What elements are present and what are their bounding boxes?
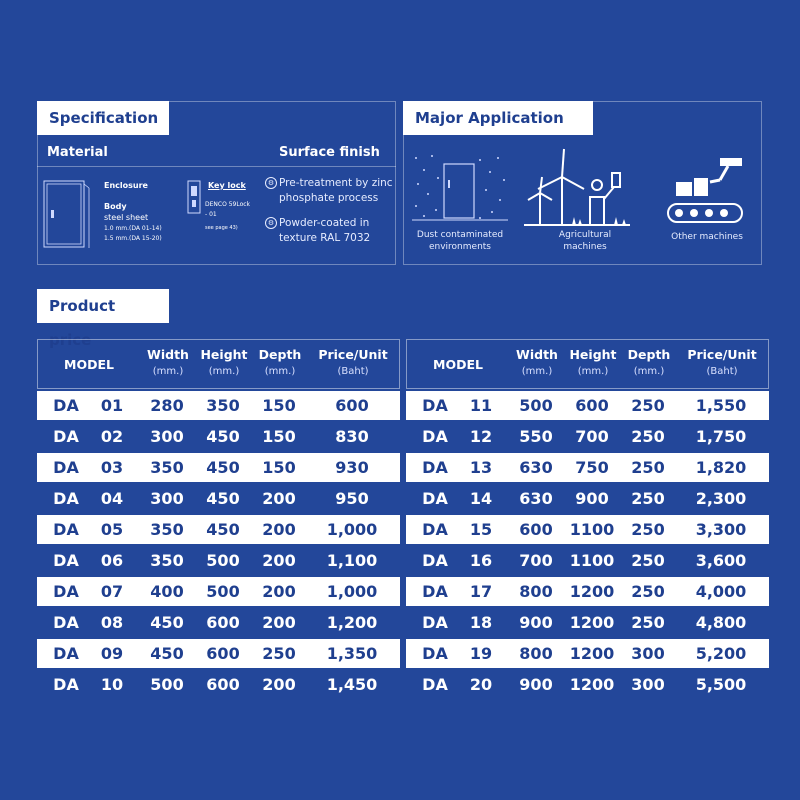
table-row bbox=[406, 453, 769, 482]
key-lock-icon bbox=[187, 180, 201, 214]
finish-line-2: phosphate process bbox=[279, 192, 379, 204]
cell-width: 700 bbox=[519, 551, 553, 570]
cell-depth: 200 bbox=[262, 582, 296, 601]
caption-line-1: Dust contaminated bbox=[416, 230, 504, 240]
header-model: MODEL bbox=[64, 357, 114, 372]
finish-line-1: Pre-treatment by zinc bbox=[279, 177, 393, 189]
table-row bbox=[37, 670, 400, 699]
cell-series: DA bbox=[53, 613, 79, 632]
cell-price: 4,000 bbox=[695, 582, 747, 601]
header-depth: Depth bbox=[258, 347, 302, 362]
table-body bbox=[406, 391, 769, 699]
cell-height: 500 bbox=[206, 582, 240, 601]
cell-depth: 250 bbox=[631, 489, 665, 508]
cell-price: 1,100 bbox=[326, 551, 378, 570]
header-price-unit: (Baht) bbox=[706, 366, 738, 377]
cell-height: 600 bbox=[206, 613, 240, 632]
cell-height: 600 bbox=[206, 675, 240, 694]
cell-height: 1200 bbox=[569, 675, 615, 694]
cell-depth: 300 bbox=[631, 675, 665, 694]
key-lock-note: see page 43) bbox=[205, 225, 238, 231]
cell-height: 600 bbox=[206, 644, 240, 663]
table-row bbox=[37, 422, 400, 451]
cell-price: 1,000 bbox=[326, 520, 378, 539]
cell-depth: 250 bbox=[631, 551, 665, 570]
cell-height: 450 bbox=[206, 489, 240, 508]
cell-series: DA bbox=[422, 427, 448, 446]
header-depth: Depth bbox=[627, 347, 671, 362]
wind-turbine-farmer-icon bbox=[524, 145, 634, 230]
body-line-1: steel sheet bbox=[104, 213, 149, 222]
table-row bbox=[406, 608, 769, 637]
cell-series: DA bbox=[53, 396, 79, 415]
cell-price: 3,300 bbox=[695, 520, 747, 539]
cell-width: 800 bbox=[519, 582, 553, 601]
cell-depth: 250 bbox=[631, 582, 665, 601]
cell-num: 15 bbox=[469, 520, 493, 539]
cell-price: 1,000 bbox=[326, 582, 378, 601]
header-depth-unit: (mm.) bbox=[264, 366, 296, 377]
table-body bbox=[37, 391, 400, 699]
application-caption-agricultural bbox=[530, 229, 640, 253]
caption-line-1: Agricultural bbox=[558, 230, 612, 240]
cell-num: 12 bbox=[469, 427, 493, 446]
material-heading: Material bbox=[47, 145, 108, 160]
cell-height: 600 bbox=[575, 396, 609, 415]
cell-height: 1100 bbox=[569, 551, 615, 570]
cell-price: 1,550 bbox=[695, 396, 747, 415]
cell-price: 3,600 bbox=[695, 551, 747, 570]
header-width: Width bbox=[147, 347, 189, 362]
cell-width: 400 bbox=[150, 582, 184, 601]
cell-num: 14 bbox=[469, 489, 493, 508]
gear-icon: ⚙ bbox=[265, 177, 277, 189]
cell-price: 1,350 bbox=[326, 644, 378, 663]
caption-line-2: environments bbox=[428, 242, 491, 252]
cell-num: 13 bbox=[469, 458, 493, 477]
caption-line-1: Other machines bbox=[671, 232, 743, 242]
cell-depth: 250 bbox=[631, 613, 665, 632]
table-row bbox=[406, 391, 769, 420]
cell-width: 350 bbox=[150, 520, 184, 539]
gear-icon: ⚙ bbox=[265, 217, 277, 229]
table-row bbox=[406, 639, 769, 668]
cell-price: 5,200 bbox=[695, 644, 747, 663]
cell-depth: 200 bbox=[262, 675, 296, 694]
enclosure-icon bbox=[43, 180, 91, 250]
cell-depth: 250 bbox=[631, 396, 665, 415]
table-row bbox=[406, 422, 769, 451]
cell-series: DA bbox=[53, 675, 79, 694]
surface-finish-heading: Surface finish bbox=[279, 145, 380, 160]
header-width-unit: (mm.) bbox=[152, 366, 184, 377]
cell-num: 06 bbox=[100, 551, 124, 570]
table-row bbox=[37, 453, 400, 482]
cell-height: 500 bbox=[206, 551, 240, 570]
cell-price: 950 bbox=[335, 489, 369, 508]
product-price-title: Product price bbox=[37, 289, 169, 323]
cell-price: 1,200 bbox=[326, 613, 378, 632]
cell-height: 1200 bbox=[569, 613, 615, 632]
cell-width: 350 bbox=[150, 458, 184, 477]
specification-title: Specification bbox=[37, 101, 169, 135]
cell-width: 300 bbox=[150, 489, 184, 508]
table-row bbox=[37, 515, 400, 544]
header-height-unit: (mm.) bbox=[208, 366, 240, 377]
cell-width: 500 bbox=[150, 675, 184, 694]
cell-price: 1,820 bbox=[695, 458, 747, 477]
body-line-3: 1.5 mm.(DA 15-20) bbox=[104, 235, 162, 242]
cell-num: 11 bbox=[469, 396, 493, 415]
cell-num: 03 bbox=[100, 458, 124, 477]
cell-width: 630 bbox=[519, 458, 553, 477]
cell-price: 1,750 bbox=[695, 427, 747, 446]
cell-depth: 250 bbox=[631, 458, 665, 477]
cell-num: 07 bbox=[100, 582, 124, 601]
cell-series: DA bbox=[53, 582, 79, 601]
cell-depth: 150 bbox=[262, 427, 296, 446]
header-price: Price/Unit bbox=[318, 347, 388, 362]
robot-conveyor-icon bbox=[662, 152, 752, 227]
cell-price: 2,300 bbox=[695, 489, 747, 508]
cell-num: 20 bbox=[469, 675, 493, 694]
cell-series: DA bbox=[53, 489, 79, 508]
finish-item-pretreatment bbox=[267, 176, 393, 206]
cell-series: DA bbox=[422, 582, 448, 601]
cell-price: 1,450 bbox=[326, 675, 378, 694]
cell-width: 550 bbox=[519, 427, 553, 446]
cell-num: 19 bbox=[469, 644, 493, 663]
cell-width: 500 bbox=[519, 396, 553, 415]
header-price-unit: (Baht) bbox=[337, 366, 369, 377]
cell-num: 17 bbox=[469, 582, 493, 601]
key-lock-label: Key lock bbox=[208, 181, 246, 190]
header-model: MODEL bbox=[433, 357, 483, 372]
table-row bbox=[37, 639, 400, 668]
cell-depth: 250 bbox=[631, 427, 665, 446]
cell-num: 18 bbox=[469, 613, 493, 632]
price-table-right bbox=[406, 339, 769, 699]
cell-num: 05 bbox=[100, 520, 124, 539]
cell-width: 300 bbox=[150, 427, 184, 446]
cell-series: DA bbox=[53, 458, 79, 477]
header-width-unit: (mm.) bbox=[521, 366, 553, 377]
cell-series: DA bbox=[53, 427, 79, 446]
cell-height: 450 bbox=[206, 427, 240, 446]
caption-line-2: machines bbox=[563, 242, 607, 252]
cell-num: 04 bbox=[100, 489, 124, 508]
cell-width: 350 bbox=[150, 551, 184, 570]
table-row bbox=[37, 546, 400, 575]
cell-series: DA bbox=[422, 396, 448, 415]
key-lock-line-1: DENCO 59Lock bbox=[205, 201, 251, 208]
cell-width: 900 bbox=[519, 613, 553, 632]
header-height: Height bbox=[200, 347, 248, 362]
table-row bbox=[406, 515, 769, 544]
cell-price: 4,800 bbox=[695, 613, 747, 632]
cell-width: 900 bbox=[519, 675, 553, 694]
cell-num: 08 bbox=[100, 613, 124, 632]
table-row bbox=[37, 484, 400, 513]
cell-series: DA bbox=[422, 675, 448, 694]
cell-series: DA bbox=[422, 458, 448, 477]
cell-series: DA bbox=[422, 644, 448, 663]
cell-width: 600 bbox=[519, 520, 553, 539]
dust-cabinet-icon bbox=[410, 150, 510, 228]
cell-num: 16 bbox=[469, 551, 493, 570]
header-depth-unit: (mm.) bbox=[633, 366, 665, 377]
table-row bbox=[406, 670, 769, 699]
cell-num: 02 bbox=[100, 427, 124, 446]
cell-height: 1100 bbox=[569, 520, 615, 539]
cell-height: 350 bbox=[206, 396, 240, 415]
cell-height: 1200 bbox=[569, 582, 615, 601]
table-header bbox=[406, 339, 769, 389]
cell-series: DA bbox=[422, 551, 448, 570]
application-title: Major Application bbox=[403, 101, 593, 135]
cell-height: 750 bbox=[575, 458, 609, 477]
cell-height: 450 bbox=[206, 458, 240, 477]
cell-depth: 150 bbox=[262, 396, 296, 415]
cell-series: DA bbox=[422, 489, 448, 508]
cell-depth: 200 bbox=[262, 520, 296, 539]
finish-item-powder-coat bbox=[267, 216, 371, 246]
price-table-left bbox=[37, 339, 400, 699]
header-width: Width bbox=[516, 347, 558, 362]
header-height-unit: (mm.) bbox=[577, 366, 609, 377]
cell-width: 280 bbox=[150, 396, 184, 415]
cell-depth: 150 bbox=[262, 458, 296, 477]
cell-height: 900 bbox=[575, 489, 609, 508]
header-price: Price/Unit bbox=[687, 347, 757, 362]
cell-depth: 200 bbox=[262, 489, 296, 508]
cell-height: 700 bbox=[575, 427, 609, 446]
key-lock-line-2: - 01 bbox=[205, 211, 217, 218]
cell-series: DA bbox=[422, 613, 448, 632]
cell-width: 630 bbox=[519, 489, 553, 508]
table-row bbox=[37, 391, 400, 420]
cell-price: 830 bbox=[335, 427, 369, 446]
finish-line-2: texture RAL 7032 bbox=[279, 232, 371, 244]
cell-depth: 200 bbox=[262, 551, 296, 570]
cell-depth: 200 bbox=[262, 613, 296, 632]
application-caption-dust bbox=[405, 229, 515, 253]
table-row bbox=[406, 484, 769, 513]
cell-depth: 250 bbox=[262, 644, 296, 663]
cell-depth: 250 bbox=[631, 520, 665, 539]
cell-series: DA bbox=[53, 644, 79, 663]
table-row bbox=[37, 577, 400, 606]
specification-divider bbox=[37, 166, 396, 167]
cell-num: 10 bbox=[100, 675, 124, 694]
table-header bbox=[37, 339, 400, 389]
cell-price: 5,500 bbox=[695, 675, 747, 694]
cell-width: 800 bbox=[519, 644, 553, 663]
body-label: Body bbox=[104, 202, 127, 211]
header-height: Height bbox=[569, 347, 617, 362]
cell-depth: 300 bbox=[631, 644, 665, 663]
cell-num: 01 bbox=[100, 396, 124, 415]
cell-series: DA bbox=[53, 520, 79, 539]
cell-series: DA bbox=[422, 520, 448, 539]
cell-width: 450 bbox=[150, 613, 184, 632]
finish-line-1: Powder-coated in bbox=[279, 217, 370, 229]
cell-num: 09 bbox=[100, 644, 124, 663]
application-caption-other bbox=[652, 231, 762, 243]
cell-width: 450 bbox=[150, 644, 184, 663]
cell-price: 930 bbox=[335, 458, 369, 477]
table-row bbox=[406, 577, 769, 606]
cell-series: DA bbox=[53, 551, 79, 570]
cell-height: 450 bbox=[206, 520, 240, 539]
table-row bbox=[406, 546, 769, 575]
table-row bbox=[37, 608, 400, 637]
cell-height: 1200 bbox=[569, 644, 615, 663]
body-line-2: 1.0 mm.(DA 01-14) bbox=[104, 225, 162, 232]
cell-price: 600 bbox=[335, 396, 369, 415]
enclosure-label: Enclosure bbox=[104, 181, 148, 190]
